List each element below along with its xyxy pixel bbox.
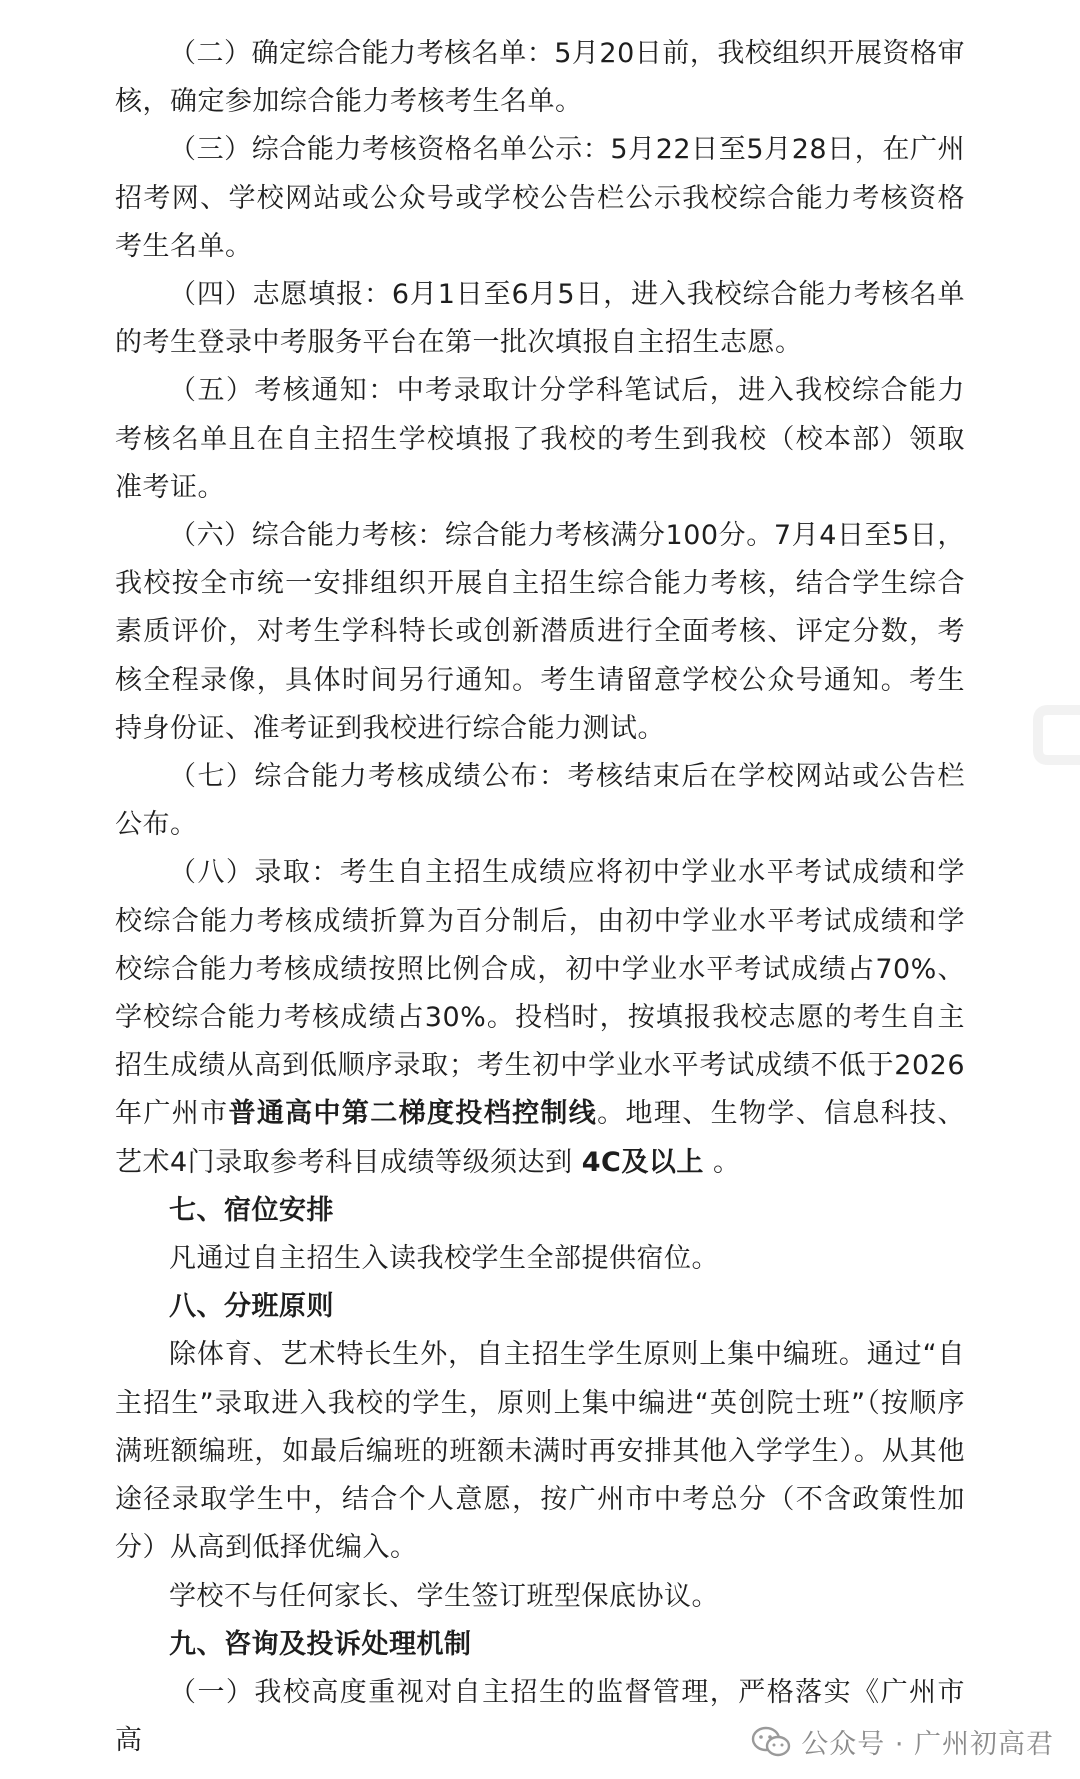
paragraph-3: （三）综合能力考核资格名单公示：5月22日至5月28日，在广州招考网、学校网站或公众号或学校公告栏公示我校综合能力考核资格考生名单。 <box>115 134 965 262</box>
admission-text-3: 。 <box>703 1146 741 1178</box>
admission-text-1: （八）录取：考生自主招生成绩应将初中学业水平考试成绩和学校综合能力考核成绩折算为百分制后，由初中学业水平考试成绩和学校综合能力考核成绩按照比例合成，初中学业水平考试成绩占70%、学校综合能力考核成绩占30%。投档时，按填报我校志愿的考生自主招生成绩从高到低顺序录取；考生初中学业水平考试成绩不低于2026年广州市 <box>115 857 965 1130</box>
document-body <box>0 30 1080 1765</box>
section-heading-class-placement: 八、分班原则 <box>169 1291 334 1323</box>
paragraph-6: （六）综合能力考核：综合能力考核满分100分。7月4日至5日，我校按全市统一安排组织开展自主招生综合能力考核，结合学生综合素质评价，对考生学科特长或创新潜质进行全面考核、评定分数，考核全程录像，具体时间另行通知。考生请留意学校公众号通知。考生持身份证、准考证到我校进行综合能力测试。 <box>115 520 965 744</box>
section-heading-accommodation: 七、宿位安排 <box>169 1194 334 1226</box>
section-heading-consultation: 九、咨询及投诉处理机制 <box>169 1628 472 1660</box>
class-placement-note: 学校不与任何家长、学生签订班型保底协议。 <box>169 1580 719 1612</box>
admission-bold-grade: 4C及以上 <box>581 1146 704 1178</box>
scan-edge-mark <box>1020 690 1080 780</box>
accommodation-text: 凡通过自主招生入读我校学生全部提供宿位。 <box>169 1243 719 1275</box>
admission-text-2: 。地理、生物学、信息科技、艺术4门录取参考科目成绩等级须达到 <box>115 1098 966 1178</box>
footer-account-label: 公众号 · 广州初高君 <box>801 1729 1054 1760</box>
paragraph-5: （五）考核通知：中考录取计分学科笔试后，进入我校综合能力考核名单且在自主招生学校填报了我校的考生到我校（校本部）领取准考证。 <box>115 375 965 503</box>
class-placement-text: 除体育、艺术特长生外，自主招生学生原则上集中编班。通过“自主招生”录取进入我校的学生，原则上集中编进“英创院士班”（按顺序满班额编班，如最后编班的班额未满时再安排其他入学学生）。从其他途径录取学生中，结合个人意愿，按广州市中考总分（不含政策性加分）从高到低择优编入。 <box>115 1339 965 1564</box>
paragraph-admission <box>115 849 965 1186</box>
paragraph-7: （七）综合能力考核成绩公布：考核结束后在学校网站或公告栏公布。 <box>115 761 965 841</box>
paragraph-2: （二）确定综合能力考核名单：5月20日前，我校组织开展资格审核，确定参加综合能力考核考生名单。 <box>115 38 965 118</box>
wechat-icon <box>751 1725 791 1759</box>
paragraph-4: （四）志愿填报：6月1日至6月5日，进入我校综合能力考核名单的考生登录中考服务平台在第一批次填报自主招生志愿。 <box>115 279 965 359</box>
watermark-footer <box>751 1722 1054 1761</box>
admission-bold-control-line: 普通高中第二梯度投档控制线 <box>228 1098 598 1130</box>
consultation-text: （一）我校高度重视对自主招生的监督管理，严格落实《广州市高 <box>115 1676 965 1757</box>
